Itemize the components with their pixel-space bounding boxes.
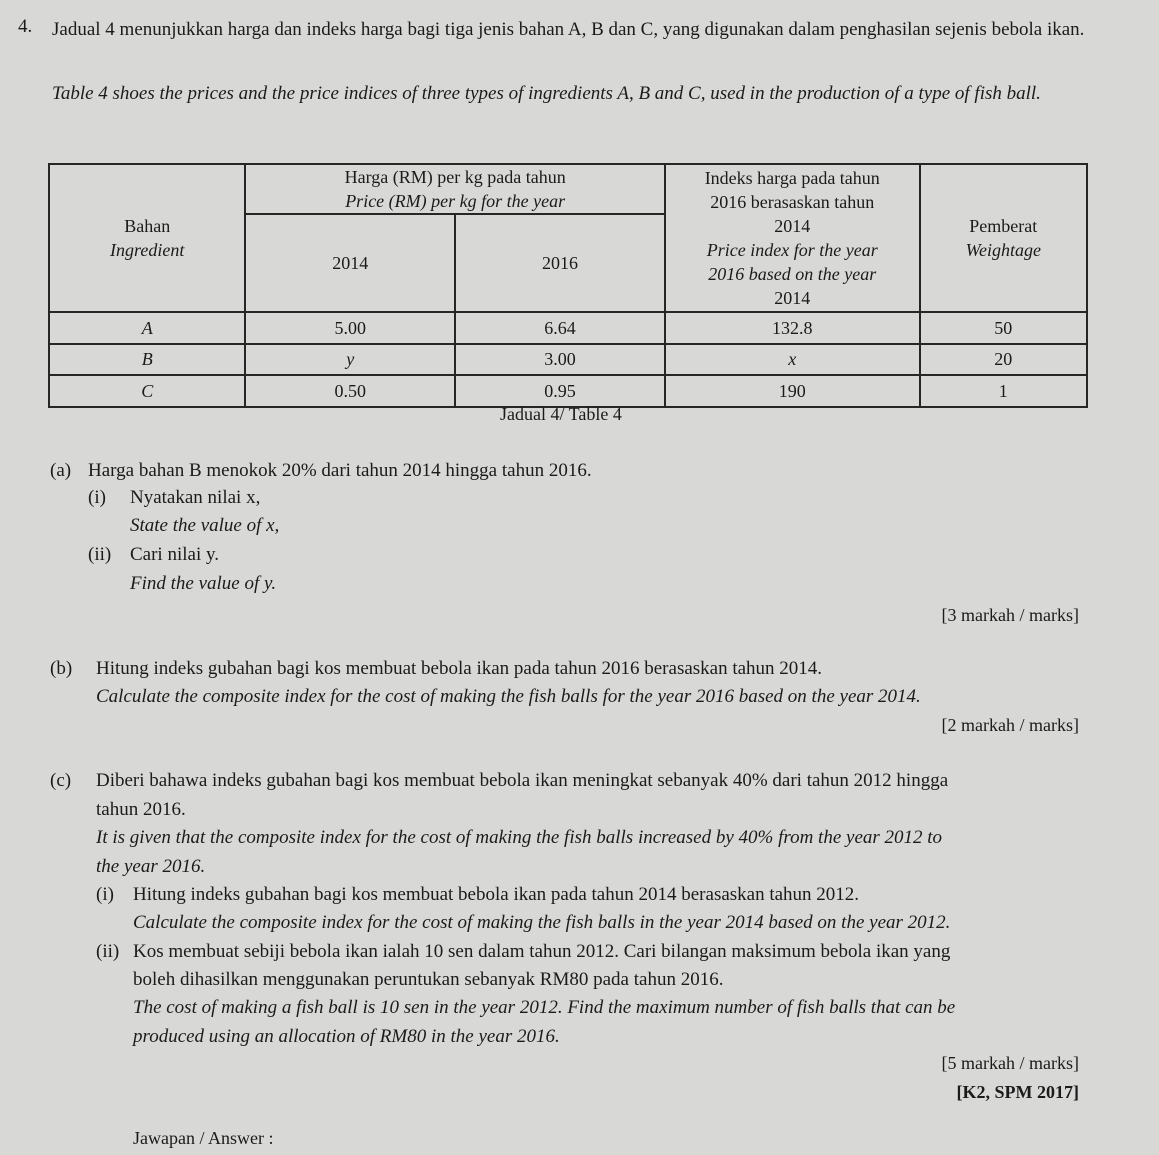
part-b-text-en: Calculate the composite index for the cost of making the fish balls for the year 2016 based on the year 2014. [96,686,921,707]
part-a-i-en: State the value of x, [130,515,280,536]
row-b-price-2014: y [245,344,455,376]
part-c-ii-label: (ii) [96,941,120,962]
part-c-text-en-2: the year 2016. [96,856,206,877]
year-2016-header: 2016 [455,214,665,312]
row-a-price-2014: 5.00 [245,312,455,344]
part-b-label: (b) [50,658,73,679]
question-text-malay: Jadual 4 menunjukkan harga dan indeks harga bagi tiga jenis bahan A, B dan C, yang digunakan dalam penghasilan sejenis bebola ikan. [52,19,1085,40]
ingredient-header-ms: Bahan [124,216,171,236]
table-row [49,312,1087,344]
part-c-marks: [5 markah / marks] [941,1053,1079,1073]
weight-header-en: Weightage [965,240,1041,260]
weight-header-ms: Pemberat [969,216,1038,236]
price-header [245,164,665,214]
row-c-index: 190 [665,375,920,407]
ingredient-header [49,164,245,312]
table-caption: Jadual 4/ Table 4 [500,404,622,424]
row-b-price-2016: 3.00 [455,344,665,376]
part-a-marks: [3 markah / marks] [941,605,1079,625]
row-c-weight: 1 [920,375,1087,407]
table-row [49,344,1087,376]
row-a-price-2016: 6.64 [455,312,665,344]
price-header-en: Price (RM) per kg for the year [345,191,566,211]
ingredient-price-table [48,163,1088,408]
weight-header [920,164,1087,312]
part-c-i-ms: Hitung indeks gubahan bagi kos membuat bebola ikan pada tahun 2014 berasaskan tahun 2012. [133,884,860,905]
ingredient-header-en: Ingredient [110,240,185,260]
question-number: 4. [18,16,33,37]
part-a-ii-label: (ii) [88,544,112,565]
part-c-text-en-1: It is given that the composite index for the cost of making the fish balls increased by 40% from the year 2012 to [96,827,943,848]
part-a-ii-en: Find the value of y. [130,573,277,594]
price-header-ms: Harga (RM) per kg pada tahun [344,167,566,187]
part-b-text-ms: Hitung indeks gubahan bagi kos membuat bebola ikan pada tahun 2016 berasaskan tahun 2014. [96,658,823,679]
part-a-i-label: (i) [88,487,106,508]
question-text-english: Table 4 shoes the prices and the price indices of three types of ingredients A, B and C, used in the production of a type of fish ball. [52,83,1041,104]
part-c-ii-ms-2: boleh dihasilkan menggunakan peruntukan sebanyak RM80 pada tahun 2016. [133,969,724,990]
year-2014-header: 2014 [245,214,455,312]
part-c-ii-en-1: The cost of making a fish ball is 10 sen in the year 2012. Find the maximum number of fish balls that can be [133,997,956,1018]
row-a-ingredient: A [49,312,245,344]
row-a-weight: 50 [920,312,1087,344]
row-b-ingredient: B [49,344,245,376]
index-header-en-1: Price index for the year [706,240,878,260]
index-header-ms-3: 2014 [774,216,811,236]
part-c-label: (c) [50,770,72,791]
row-c-price-2014: 0.50 [245,375,455,407]
row-c-ingredient: C [49,375,245,407]
row-c-price-2016: 0.95 [455,375,665,407]
part-a-text: Harga bahan B menokok 20% dari tahun 2014 hingga tahun 2016. [88,460,592,481]
part-a-i-ms: Nyatakan nilai x, [130,487,261,508]
row-b-index: x [665,344,920,376]
row-b-weight: 20 [920,344,1087,376]
part-a-ii-ms: Cari nilai y. [130,544,219,565]
part-c-i-label: (i) [96,884,114,905]
source-reference: [K2, SPM 2017] [956,1082,1079,1102]
part-c-i-en: Calculate the composite index for the cost of making the fish balls in the year 2014 based on the year 2012. [133,912,951,933]
index-header-ms-1: Indeks harga pada tahun [704,168,880,188]
index-header-en-2: 2016 based on the year [708,264,877,284]
part-c-text-ms-1: Diberi bahawa indeks gubahan bagi kos membuat bebola ikan meningkat sebanyak 40% dari tahun 2012 hingga [96,770,949,791]
part-b-marks: [2 markah / marks] [941,715,1079,735]
answer-label: Jawapan / Answer : [133,1128,274,1148]
row-a-index: 132.8 [665,312,920,344]
part-a-label: (a) [50,460,72,481]
part-c-ii-ms-1: Kos membuat sebiji bebola ikan ialah 10 sen dalam tahun 2012. Cari bilangan maksimum bebola ikan yang [133,941,951,962]
index-header-ms-2: 2016 berasaskan tahun [710,192,875,212]
index-header [665,164,920,312]
part-c-text-ms-2: tahun 2016. [96,799,186,820]
part-c-ii-en-2: produced using an allocation of RM80 in the year 2016. [133,1026,560,1047]
table-row [49,375,1087,407]
index-header-en-3: 2014 [774,288,811,308]
